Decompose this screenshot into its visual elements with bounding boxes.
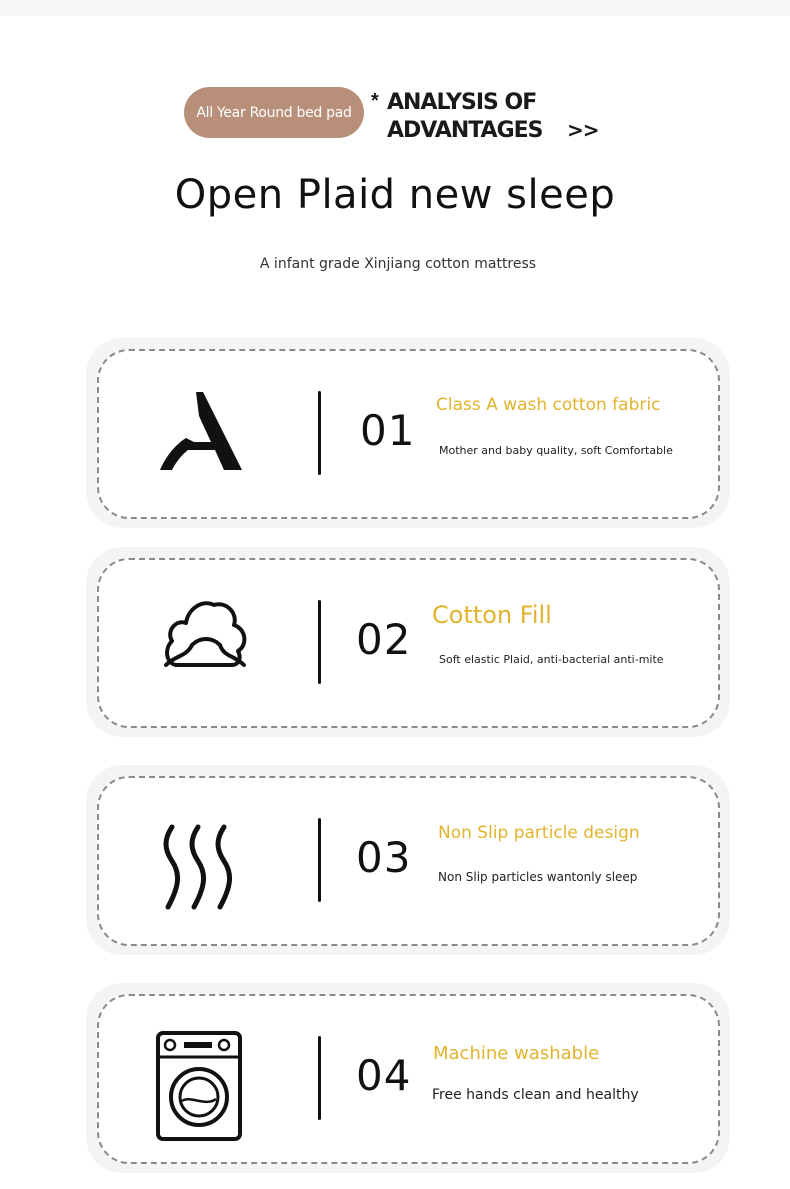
feature-description: Non Slip particles wantonly sleep — [438, 870, 638, 884]
page-subtitle: A infant grade Xinjiang cotton mattress — [259, 256, 537, 272]
feature-number: 04 — [356, 1051, 412, 1100]
divider-line — [318, 1036, 321, 1120]
feature-card-3 — [86, 765, 730, 955]
divider-line — [318, 600, 321, 684]
analysis-line-1: ANALYSIS OF — [387, 90, 537, 115]
feature-card-4 — [86, 983, 730, 1173]
washing-machine-icon — [156, 1031, 242, 1141]
feature-title: Class A wash cotton fabric — [436, 395, 661, 415]
feature-title: Non Slip particle design — [438, 823, 640, 843]
feature-description: Mother and baby quality, soft Comfortable — [439, 444, 673, 457]
feature-description: Free hands clean and healthy — [432, 1087, 639, 1103]
feature-title: Cotton Fill — [432, 601, 552, 629]
feature-number: 01 — [360, 406, 416, 455]
top-band — [0, 0, 790, 16]
product-badge — [184, 87, 364, 138]
feature-card-1 — [86, 338, 730, 528]
page-title: Open Plaid new sleep — [174, 172, 616, 218]
analysis-line-2: ADVANTAGES — [387, 118, 543, 143]
feature-number: 03 — [356, 833, 412, 882]
arrows-mark: >> — [567, 118, 599, 142]
wavy-lines-icon — [162, 823, 244, 913]
feature-card-2 — [86, 547, 730, 737]
feature-title: Machine washable — [433, 1043, 600, 1064]
cotton-icon — [162, 595, 248, 671]
badge-label: All Year Round bed pad — [196, 104, 352, 121]
feature-description: Soft elastic Plaid, anti-bacterial anti-mite — [439, 653, 664, 666]
letter-a-logo-icon — [158, 390, 244, 472]
divider-line — [318, 391, 321, 475]
feature-number: 02 — [356, 615, 412, 664]
star-mark: * — [371, 90, 379, 112]
divider-line — [318, 818, 321, 902]
